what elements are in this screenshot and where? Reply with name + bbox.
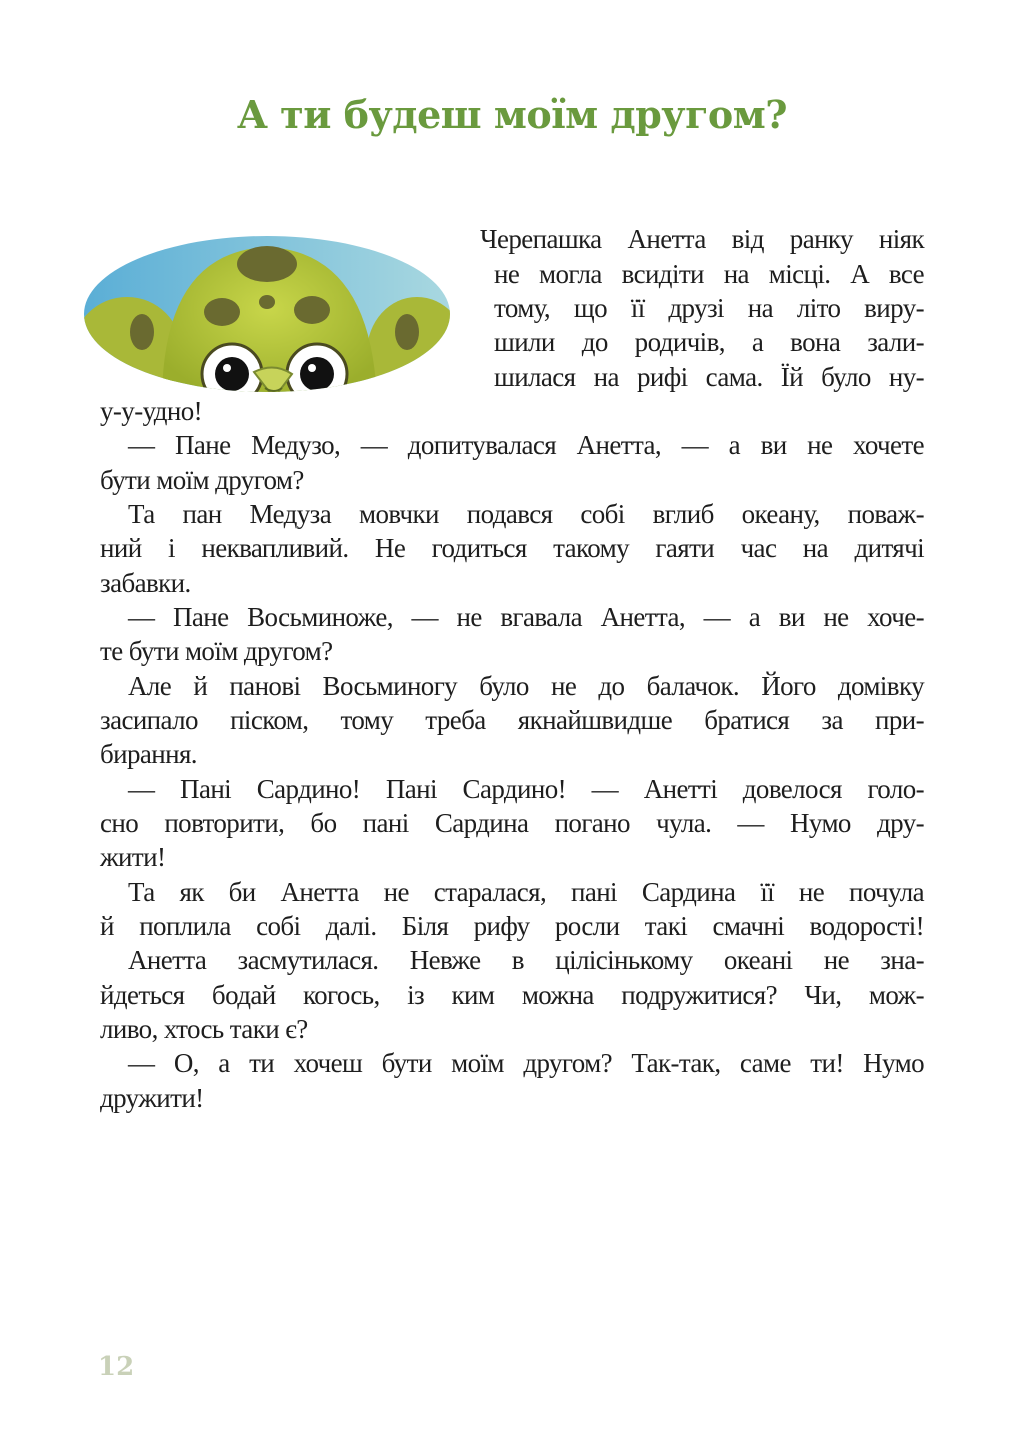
paragraph-line: те бути моїм другом?	[100, 636, 333, 666]
page-title: А ти будеш моїм другом?	[236, 92, 788, 137]
paragraph-line: Та пан Медуза мовчки подався собі вглиб океану, поваж-	[128, 499, 924, 529]
paragraph-line: ний і неквапливий. Не годиться такому гаяти час на дитячі	[100, 533, 924, 563]
paragraph-line: Але й панові Восьминогу було не до балачок. Його домівку	[128, 671, 924, 701]
paragraph-line: бути моїм другом?	[100, 465, 304, 495]
turtle-illustration	[82, 222, 452, 402]
paragraph-line: бирання.	[100, 739, 197, 769]
paragraph-line: ливо, хтось таки є?	[100, 1014, 308, 1044]
page-number: 12	[98, 1352, 135, 1382]
paragraph-line: Анетта засмутилася. Невже в цілісінькому океані не зна-	[128, 945, 924, 975]
paragraph-line: — Пані Сардино! Пані Сардино! — Анетті довелося голо-	[128, 774, 924, 804]
paragraph-line: у-у-удно!	[100, 396, 203, 426]
paragraph-line: йдеться бодай когось, із ким можна подружитися? Чи, мож-	[100, 980, 924, 1010]
paragraph-line: шилася на рифі сама. Їй було ну-	[494, 362, 924, 392]
paragraph-line: — Пане Восьминоже, — не вгавала Анетта, — а ви не хоче-	[128, 602, 924, 632]
paragraph-line: шили до родичів, а вона зали-	[494, 327, 924, 357]
paragraph-line: й поплила собі далі. Біля рифу росли такі смачні водорості!	[100, 911, 924, 941]
paragraph-line: дружити!	[100, 1083, 204, 1113]
paragraph-line: не могла всидіти на місці. А все	[494, 259, 924, 289]
paragraph-line: тому, що її друзі на літо виру-	[494, 293, 924, 323]
paragraph-line: Та як би Анетта не старалася, пані Сардина її не почула	[128, 877, 924, 907]
paragraph-line: — О, а ти хочеш бути моїм другом? Так-так, саме ти! Нумо	[128, 1048, 924, 1078]
paragraph-line: Черепашка Анетта від ранку ніяк	[480, 224, 924, 254]
paragraph-line: забавки.	[100, 568, 191, 598]
paragraph-line: — Пане Медузо, — допитувалася Анетта, — а ви не хочете	[128, 430, 924, 460]
paragraph-line: жити!	[100, 842, 166, 872]
paragraph-line: засипало піском, тому треба якнайшвидше братися за при-	[100, 705, 924, 735]
paragraph-line: сно повторити, бо пані Сардина погано чула. — Нумо дру-	[100, 808, 924, 838]
